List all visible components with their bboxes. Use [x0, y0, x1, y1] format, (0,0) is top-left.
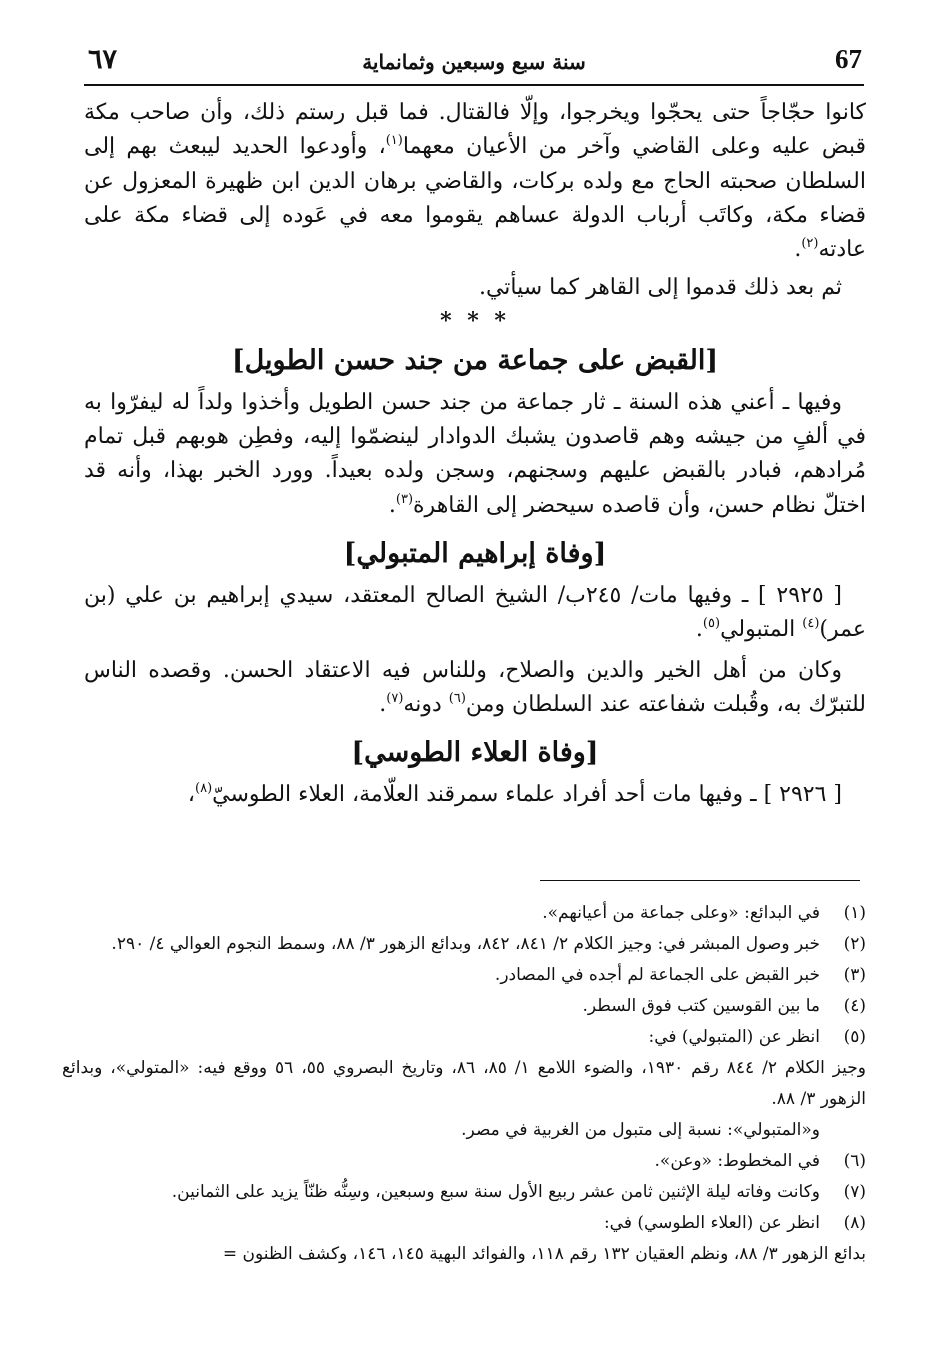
- footnote-text: وكانت وفاته ليلة الإثنين ثامن عشر ربيع الأول سنة سبع وسبعين، وسِنُّه ظنّاً يزيد على الثمانين.: [171, 1182, 820, 1202]
- footnotes: [62, 898, 866, 1270]
- footnote-number: (٥): [843, 1027, 866, 1047]
- footnote-number: (٨): [843, 1213, 866, 1233]
- footnote-ref: (٧): [386, 690, 404, 706]
- paragraph: ثم بعد ذلك قدموا إلى القاهر كما سيأتي.: [478, 275, 842, 301]
- footnote-number: (٣): [843, 965, 866, 985]
- footnote-text: في المخطوط: «وعن».: [654, 1151, 820, 1171]
- footnote: [62, 1022, 866, 1053]
- footnote-text: انظر عن (العلاء الطوسي) في:: [603, 1213, 820, 1233]
- footnote-ref: (٢): [801, 236, 819, 252]
- footnote-number: (٧): [843, 1182, 866, 1202]
- main-text: [84, 96, 866, 812]
- entry-paragraph: [ ٢٩٢٥ ] ـ وفيها مات/ ٢٤٥ب/ الشيخ الصالح المعتقد، سيدي إبراهيم بن علي (بن عمر)$^{(٤)}$ المتبولي$^{(٥)}$.: [84, 582, 866, 643]
- running-title: سنة سبع وسبعين وثمانماية: [362, 50, 586, 74]
- footnote-ref: (٥): [702, 616, 721, 632]
- footnote-ref: (٨): [195, 781, 213, 797]
- footnote-divider: [540, 880, 860, 881]
- section-heading: [وفاة العلاء الطوسي]: [351, 737, 599, 769]
- footnote: [62, 929, 866, 960]
- footnote-number: (٦): [843, 1151, 866, 1171]
- footnote-number: (٤): [843, 996, 866, 1016]
- footnote-ref: (٣): [395, 491, 414, 507]
- footnote-continuation: و«المتبولي»: نسبة إلى متبول من الغربية في مصر.: [461, 1120, 820, 1140]
- paragraph: وفيها ـ أعني هذه السنة ـ ثار جماعة من جند حسن الطويل وأخذوا ولداً له ليفرّوا به في ألفٍ من جيشه وهم قاصدون يشبك الدوادار لينضمّوا إليه، وفطِن هوبهم قبل تمام مُرادهم، فبادر بالقبض عليهم وسجنهم، وسجن ولده بعيداً. وورد الخبر بهذا، وأنه قد اختلّ نظام حسن، وأن قاصده سيحضر إلى القاهرة$^{(٣)}$.: [84, 389, 866, 518]
- footnote: [62, 1208, 866, 1239]
- footnote-number: (٢): [843, 934, 866, 954]
- footnote: [62, 1177, 866, 1208]
- footnote: [62, 898, 866, 929]
- footnote: [62, 1146, 866, 1177]
- section-separator: * * *: [440, 307, 510, 334]
- page-number-arabic: ٦٧: [88, 44, 118, 74]
- footnote: [62, 960, 866, 991]
- section-heading: [وفاة إبراهيم المتبولي]: [343, 537, 607, 569]
- footnote-text: انظر عن (المتبولي) في:: [648, 1027, 820, 1047]
- footnote-text: خبر القبض على الجماعة لم أجده في المصادر.: [494, 965, 820, 985]
- footnote-text: ما بين القوسين كتب فوق السطر.: [582, 996, 820, 1016]
- footnote-text: في البدائع: «وعلى جماعة من أعيانهم».: [542, 903, 820, 923]
- entry-paragraph: [ ٢٩٢٦ ] ـ وفيها مات أحد أفراد علماء سمرقند العلّامة، العلاء الطوسيّ$^{(٨)}$،: [187, 781, 842, 808]
- page-number-latin: 67: [835, 44, 862, 74]
- section-heading: [القبض على جماعة من جند حسن الطويل]: [231, 344, 719, 376]
- footnote-text: خبر وصول المبشر في: وجيز الكلام ٢/ ٨٤١، ٨٤٢، وبدائع الزهور ٣/ ٨٨، وسمط النجوم العوالي ٤/ ٢٩٠.: [111, 934, 820, 954]
- footnote: [62, 991, 866, 1022]
- footnote-continuation: وجيز الكلام ٢/ ٨٤٤ رقم ١٩٣٠، والضوء اللامع ١/ ٨٥، ٨٦، وتاريخ البصروي ٥٥، ٥٦ ووقع فيه: «المتولي»، وبدائع الزهور ٣/ ٨٨.: [62, 1058, 866, 1109]
- footnote-ref: (٤): [802, 616, 820, 632]
- paragraph: وكان من أهل الخير والدين والصلاح، وللناس فيه الاعتقاد الحسن. وقصده الناس للتبرّك به، وقُبلت شفاعته عند السلطان ومن$^{(٦)}$ دونه$^{(٧)}$.: [84, 657, 866, 717]
- footnote-continuation: بدائع الزهور ٣/ ٨٨، ونظم العقيان ١٣٢ رقم ١١٨، والفوائد البهية ١٤٥، ١٤٦، وكشف الظنون =: [222, 1244, 866, 1264]
- footnote-ref: (٦): [448, 690, 466, 706]
- page-header: [84, 40, 864, 86]
- footnote-number: (١): [843, 903, 866, 923]
- paragraph: كانوا حجّاجاً حتى يحجّوا ويخرجوا، وإلّا فالقتال. فما قبل رستم ذلك، وأن صاحب مكة قبض عليه وعلى القاضي وآخر من الأعيان معهما$^{(١)}$، وأودعوا الحديد ليبعث بهم إلى السلطان صحبته الحاج مع ولده بركات، والقاضي برهان الدين ابن ظهيرة المعزول عن قضاء مكة، وكاتَب أرباب الدولة عساهم يقوموا معه في عَوده إلى قضاء مكة على عادته$^{(٢)}$.: [84, 100, 866, 263]
- footnote-ref: (١): [385, 133, 403, 149]
